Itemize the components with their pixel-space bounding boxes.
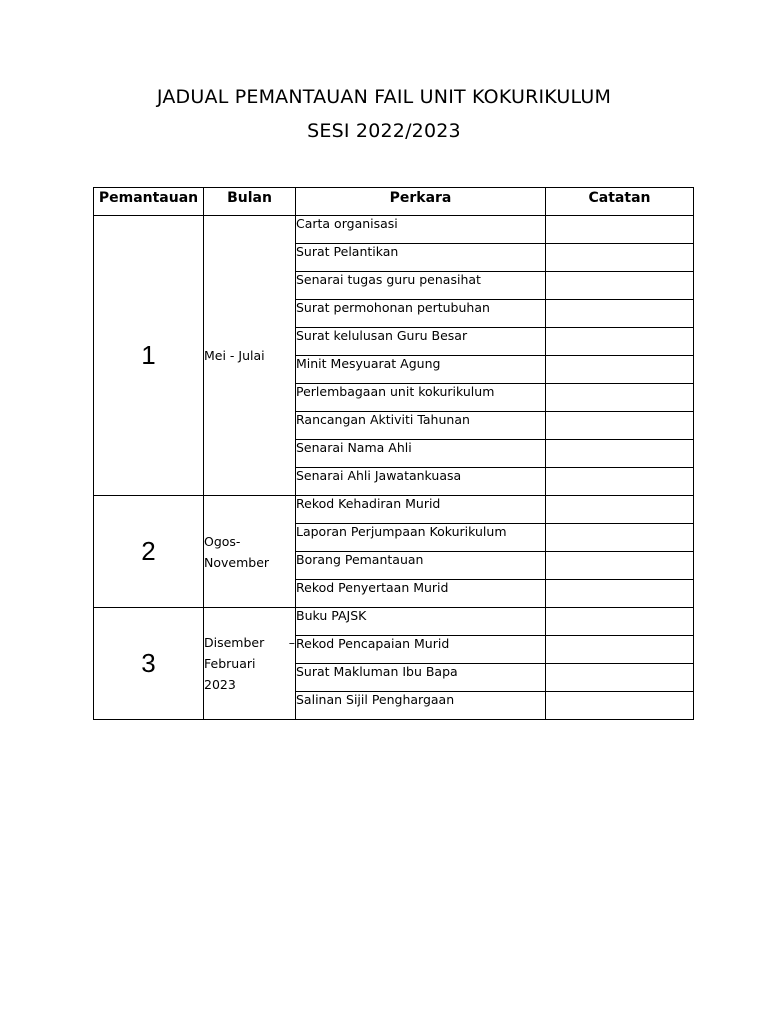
note-cell[interactable]	[546, 552, 694, 580]
item-cell: Senarai Nama Ahli	[296, 440, 546, 468]
item-cell: Perlembagaan unit kokurikulum	[296, 384, 546, 412]
header-bulan: Bulan	[204, 188, 296, 216]
item-cell: Buku PAJSK	[296, 608, 546, 636]
item-cell: Surat Makluman Ibu Bapa	[296, 664, 546, 692]
note-cell[interactable]	[546, 272, 694, 300]
item-cell: Salinan Sijil Penghargaan	[296, 692, 546, 720]
note-cell[interactable]	[546, 440, 694, 468]
month-line: 2023	[204, 677, 236, 692]
month-range	[204, 608, 296, 720]
item-cell: Carta organisasi	[296, 216, 546, 244]
item-cell: Surat Pelantikan	[296, 244, 546, 272]
item-cell: Borang Pemantauan	[296, 552, 546, 580]
note-cell[interactable]	[546, 664, 694, 692]
header-row	[94, 188, 694, 216]
note-cell[interactable]	[546, 412, 694, 440]
month-line: Mei - Julai	[204, 348, 265, 363]
note-cell[interactable]	[546, 300, 694, 328]
item-cell: Rekod Pencapaian Murid	[296, 636, 546, 664]
header-pemantauan: Pemantauan	[94, 188, 204, 216]
note-cell[interactable]	[546, 692, 694, 720]
item-cell: Rancangan Aktiviti Tahunan	[296, 412, 546, 440]
month-line: Februari	[204, 656, 256, 671]
note-cell[interactable]	[546, 608, 694, 636]
month-line: Ogos-	[204, 533, 241, 549]
table-row	[94, 216, 694, 244]
item-cell: Surat permohonan pertubuhan	[296, 300, 546, 328]
note-cell[interactable]	[546, 216, 694, 244]
note-cell[interactable]	[546, 580, 694, 608]
month-line-row	[204, 632, 295, 653]
header-perkara: Perkara	[296, 188, 546, 216]
monitoring-number: 3	[94, 608, 204, 720]
monitoring-number: 2	[94, 496, 204, 608]
item-cell: Rekod Kehadiran Murid	[296, 496, 546, 524]
item-cell: Senarai tugas guru penasihat	[296, 272, 546, 300]
note-cell[interactable]	[546, 468, 694, 496]
header-catatan: Catatan	[546, 188, 694, 216]
item-cell: Rekod Penyertaan Murid	[296, 580, 546, 608]
month-line: Disember	[204, 635, 265, 650]
item-cell: Laporan Perjumpaan Kokurikulum	[296, 524, 546, 552]
note-cell[interactable]	[546, 244, 694, 272]
month-line: November	[204, 554, 270, 570]
item-cell: Senarai Ahli Jawatankuasa	[296, 468, 546, 496]
note-cell[interactable]	[546, 496, 694, 524]
month-range	[204, 496, 296, 608]
item-cell: Minit Mesyuarat Agung	[296, 356, 546, 384]
table-row	[94, 608, 694, 636]
note-cell[interactable]	[546, 524, 694, 552]
document-title: JADUAL PEMANTAUAN FAIL UNIT KOKURIKULUM	[156, 86, 612, 108]
document-session: SESI 2022/2023	[307, 120, 461, 142]
monitoring-number: 1	[94, 216, 204, 496]
month-dash: –	[288, 635, 295, 650]
note-cell[interactable]	[546, 356, 694, 384]
table-row	[94, 496, 694, 524]
note-cell[interactable]	[546, 384, 694, 412]
note-cell[interactable]	[546, 328, 694, 356]
note-cell[interactable]	[546, 636, 694, 664]
month-range	[204, 216, 296, 496]
item-cell: Surat kelulusan Guru Besar	[296, 328, 546, 356]
monitoring-table	[93, 187, 694, 720]
